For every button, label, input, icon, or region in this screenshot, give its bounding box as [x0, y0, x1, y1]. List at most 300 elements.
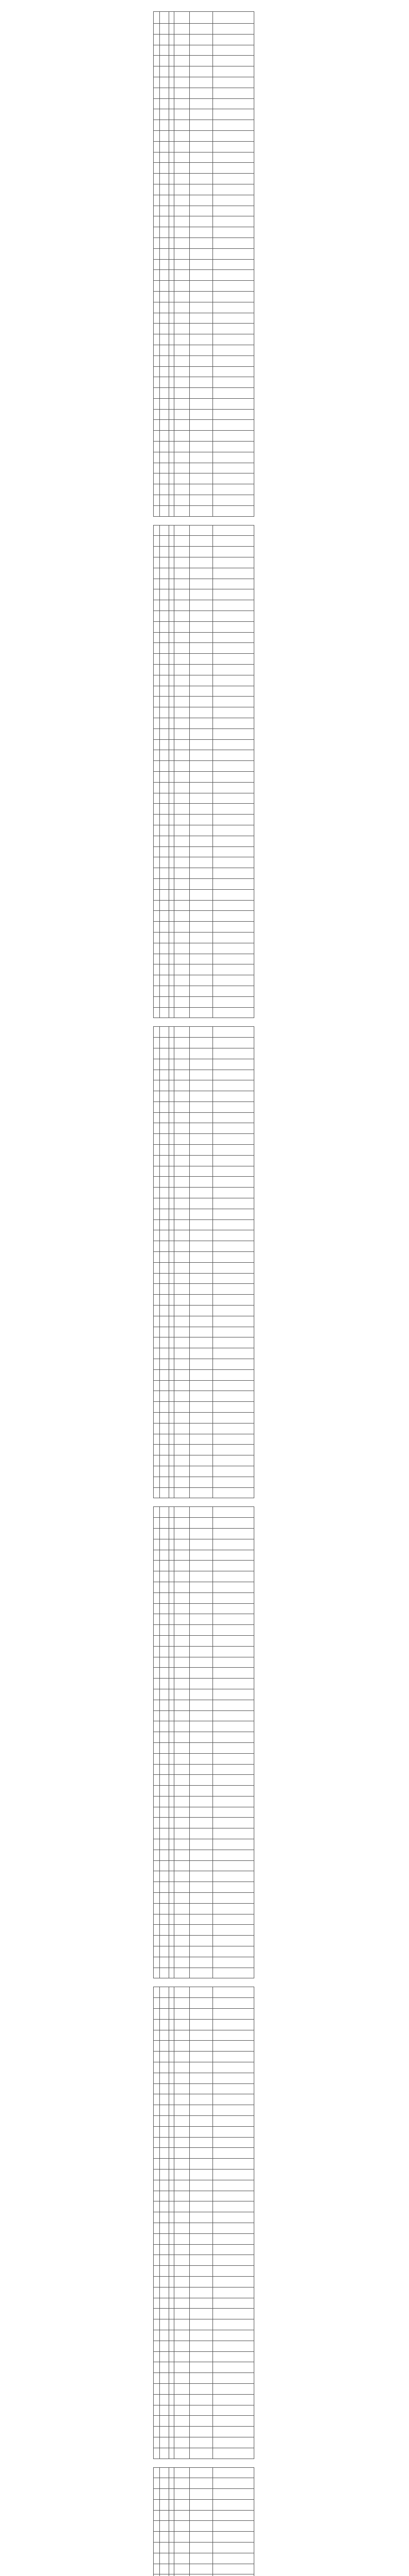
cell-idx	[154, 1721, 160, 1732]
cell-sex	[169, 1882, 174, 1893]
cell-name	[160, 1402, 169, 1413]
cell-source	[190, 1689, 213, 1700]
cell-major	[174, 1775, 190, 1786]
cell-sex	[169, 1273, 174, 1284]
table-row	[154, 324, 254, 334]
cell-major	[174, 943, 190, 954]
cell-unit	[213, 66, 254, 77]
table-row	[154, 600, 254, 611]
cell-unit	[213, 686, 254, 697]
cell-source	[190, 675, 213, 686]
cell-idx	[154, 1434, 160, 1445]
cell-unit	[213, 1603, 254, 1614]
table-row	[154, 2383, 254, 2394]
cell-unit	[213, 1592, 254, 1603]
table-row	[154, 1284, 254, 1295]
cell-source	[190, 815, 213, 825]
table-row	[154, 2394, 254, 2405]
cell-name	[160, 954, 169, 964]
table-row	[154, 1957, 254, 1968]
table-row	[154, 611, 254, 622]
table-row	[154, 313, 254, 324]
cell-source	[190, 996, 213, 1007]
cell-name	[160, 2309, 169, 2319]
cell-name	[160, 975, 169, 986]
cell-name	[160, 1700, 169, 1710]
cell-unit	[213, 1273, 254, 1284]
cell-idx	[154, 2373, 160, 2384]
cell-sex	[169, 1080, 174, 1091]
cell-major	[174, 621, 190, 632]
table-row	[154, 45, 254, 56]
cell-major	[174, 2159, 190, 2170]
cell-idx	[154, 2405, 160, 2416]
cell-name	[160, 1070, 169, 1080]
cell-sex	[169, 815, 174, 825]
cell-sex	[169, 1818, 174, 1828]
cell-name	[160, 1134, 169, 1145]
cell-source	[190, 2499, 213, 2510]
cell-idx	[154, 1925, 160, 1936]
cell-source	[190, 2148, 213, 2159]
cell-idx	[154, 825, 160, 836]
cell-idx	[154, 1059, 160, 1070]
cell-idx	[154, 1348, 160, 1359]
cell-unit	[213, 2105, 254, 2116]
cell-name	[160, 152, 169, 163]
table-row	[154, 34, 254, 45]
table-row	[154, 1914, 254, 1925]
cell-unit	[213, 750, 254, 761]
cell-name	[160, 2169, 169, 2180]
cell-source	[190, 1219, 213, 1230]
table-row	[154, 1295, 254, 1306]
table-row	[154, 2019, 254, 2030]
cell-name	[160, 2212, 169, 2223]
cell-source	[190, 1007, 213, 1018]
table-row	[154, 2159, 254, 2170]
cell-sex	[169, 1177, 174, 1188]
cell-major	[174, 66, 190, 77]
cell-name	[160, 1561, 169, 1571]
cell-name	[160, 1155, 169, 1166]
cell-source	[190, 1434, 213, 1445]
cell-unit	[213, 1732, 254, 1743]
cell-unit	[213, 932, 254, 943]
table-row	[154, 1539, 254, 1550]
cell-unit	[213, 1710, 254, 1721]
cell-unit	[213, 1882, 254, 1893]
cell-idx	[154, 2019, 160, 2030]
cell-unit	[213, 1679, 254, 1689]
cell-name	[160, 1775, 169, 1786]
cell-name	[160, 1998, 169, 2009]
cell-source	[190, 302, 213, 313]
cell-sex	[169, 45, 174, 56]
cell-sex	[169, 2309, 174, 2319]
cell-unit	[213, 1177, 254, 1188]
cell-major	[174, 1209, 190, 1219]
cell-sex	[169, 1582, 174, 1592]
cell-sex	[169, 227, 174, 238]
table-row	[154, 2564, 254, 2574]
table-row	[154, 2521, 254, 2532]
cell-idx	[154, 184, 160, 195]
cell-idx	[154, 2564, 160, 2574]
cell-idx	[154, 152, 160, 163]
cell-name	[160, 2094, 169, 2105]
cell-unit	[213, 1188, 254, 1198]
table-row	[154, 2030, 254, 2041]
cell-name	[160, 1230, 169, 1241]
cell-sex	[169, 1871, 174, 1882]
cell-idx	[154, 1646, 160, 1657]
document-title	[153, 3, 255, 10]
cell-idx	[154, 2126, 160, 2137]
table-row	[154, 2510, 254, 2521]
cell-unit	[213, 2467, 254, 2478]
cell-sex	[169, 986, 174, 996]
cell-major	[174, 1700, 190, 1710]
cell-idx	[154, 943, 160, 954]
cell-unit	[213, 2394, 254, 2405]
table-row	[154, 442, 254, 452]
cell-source	[190, 2094, 213, 2105]
cell-major	[174, 1914, 190, 1925]
cell-major	[174, 377, 190, 388]
cell-sex	[169, 238, 174, 248]
cell-name	[160, 1027, 169, 1038]
cell-sex	[169, 1946, 174, 1957]
cell-major	[174, 270, 190, 281]
cell-name	[160, 1732, 169, 1743]
cell-major	[174, 2362, 190, 2373]
cell-source	[190, 431, 213, 442]
cell-name	[160, 654, 169, 665]
table-row	[154, 109, 254, 120]
table-row	[154, 1893, 254, 1904]
cell-unit	[213, 2201, 254, 2212]
cell-idx	[154, 761, 160, 772]
table-row	[154, 1252, 254, 1263]
table-row	[154, 771, 254, 782]
table-row	[154, 943, 254, 954]
cell-unit	[213, 2341, 254, 2351]
cell-major	[174, 2212, 190, 2223]
cell-major	[174, 1946, 190, 1957]
cell-source	[190, 1679, 213, 1689]
table-row	[154, 2223, 254, 2233]
cell-unit	[213, 1689, 254, 1700]
cell-sex	[169, 473, 174, 484]
cell-major	[174, 2276, 190, 2287]
cell-source	[190, 1327, 213, 1337]
cell-idx	[154, 281, 160, 292]
cell-source	[190, 857, 213, 868]
cell-major	[174, 1614, 190, 1625]
cell-major	[174, 1413, 190, 1423]
cell-major	[174, 345, 190, 355]
cell-unit	[213, 675, 254, 686]
cell-major	[174, 2094, 190, 2105]
cell-name	[160, 334, 169, 345]
cell-major	[174, 2105, 190, 2116]
cell-sex	[169, 2137, 174, 2148]
cell-source	[190, 782, 213, 793]
cell-unit	[213, 1753, 254, 1764]
cell-name	[160, 632, 169, 643]
cell-major	[174, 34, 190, 45]
cell-major	[174, 2489, 190, 2500]
cell-sex	[169, 324, 174, 334]
cell-source	[190, 313, 213, 324]
table-row	[154, 536, 254, 547]
cell-unit	[213, 1166, 254, 1177]
cell-source	[190, 2351, 213, 2362]
cell-sex	[169, 2116, 174, 2127]
cell-name	[160, 1391, 169, 1402]
cell-name	[160, 1987, 169, 1998]
cell-major	[174, 2298, 190, 2309]
cell-sex	[169, 1592, 174, 1603]
cell-major	[174, 484, 190, 495]
table-row	[154, 1337, 254, 1348]
cell-sex	[169, 1252, 174, 1263]
cell-sex	[169, 130, 174, 141]
table-row	[154, 1998, 254, 2009]
cell-name	[160, 675, 169, 686]
cell-source	[190, 2373, 213, 2384]
cell-unit	[213, 141, 254, 152]
cell-sex	[169, 1742, 174, 1753]
cell-major	[174, 2041, 190, 2052]
cell-idx	[154, 932, 160, 943]
cell-source	[190, 1882, 213, 1893]
table-row	[154, 1316, 254, 1327]
cell-sex	[169, 281, 174, 292]
cell-idx	[154, 1145, 160, 1156]
cell-sex	[169, 2341, 174, 2351]
cell-idx	[154, 377, 160, 388]
cell-sex	[169, 1262, 174, 1273]
cell-name	[160, 621, 169, 632]
cell-sex	[169, 1550, 174, 1561]
cell-unit	[213, 1038, 254, 1048]
cell-unit	[213, 2309, 254, 2319]
table-row	[154, 1359, 254, 1370]
cell-source	[190, 1380, 213, 1391]
cell-unit	[213, 1998, 254, 2009]
cell-source	[190, 1903, 213, 1914]
cell-sex	[169, 355, 174, 366]
cell-major	[174, 911, 190, 922]
cell-major	[174, 1134, 190, 1145]
cell-major	[174, 1936, 190, 1946]
cell-unit	[213, 1850, 254, 1860]
cell-sex	[169, 2543, 174, 2553]
cell-idx	[154, 2489, 160, 2500]
cell-source	[190, 1807, 213, 1818]
cell-sex	[169, 2351, 174, 2362]
cell-sex	[169, 621, 174, 632]
cell-unit	[213, 1561, 254, 1571]
cell-sex	[169, 34, 174, 45]
cell-unit	[213, 1337, 254, 1348]
cell-major	[174, 431, 190, 442]
cell-name	[160, 2298, 169, 2309]
table-row	[154, 1445, 254, 1455]
cell-source	[190, 1177, 213, 1188]
cell-name	[160, 1007, 169, 1018]
cell-sex	[169, 1903, 174, 1914]
cell-unit	[213, 1155, 254, 1166]
cell-unit	[213, 2009, 254, 2020]
cell-sex	[169, 900, 174, 911]
cell-unit	[213, 2126, 254, 2137]
cell-major	[174, 1828, 190, 1839]
cell-sex	[169, 728, 174, 739]
cell-sex	[169, 2266, 174, 2277]
cell-source	[190, 355, 213, 366]
cell-major	[174, 1455, 190, 1466]
cell-source	[190, 1166, 213, 1177]
cell-name	[160, 707, 169, 718]
cell-major	[174, 130, 190, 141]
cell-idx	[154, 420, 160, 431]
cell-major	[174, 782, 190, 793]
cell-major	[174, 120, 190, 131]
cell-sex	[169, 632, 174, 643]
cell-sex	[169, 270, 174, 281]
cell-idx	[154, 2244, 160, 2255]
cell-unit	[213, 2553, 254, 2564]
cell-name	[160, 1101, 169, 1112]
cell-unit	[213, 1230, 254, 1241]
cell-major	[174, 815, 190, 825]
table-row	[154, 2351, 254, 2362]
cell-unit	[213, 238, 254, 248]
cell-idx	[154, 1987, 160, 1998]
cell-name	[160, 141, 169, 152]
cell-sex	[169, 2148, 174, 2159]
cell-sex	[169, 1968, 174, 1978]
cell-sex	[169, 1402, 174, 1413]
cell-major	[174, 525, 190, 536]
cell-sex	[169, 2019, 174, 2030]
cell-major	[174, 77, 190, 88]
cell-major	[174, 547, 190, 557]
table-row	[154, 452, 254, 463]
cell-major	[174, 868, 190, 879]
cell-idx	[154, 589, 160, 600]
cell-sex	[169, 1007, 174, 1018]
cell-major	[174, 825, 190, 836]
cell-unit	[213, 1402, 254, 1413]
cell-source	[190, 420, 213, 431]
cell-sex	[169, 409, 174, 420]
cell-name	[160, 943, 169, 954]
cell-name	[160, 1477, 169, 1487]
cell-major	[174, 1316, 190, 1327]
cell-source	[190, 1561, 213, 1571]
cell-sex	[169, 600, 174, 611]
cell-sex	[169, 1455, 174, 1466]
cell-name	[160, 2201, 169, 2212]
table-row	[154, 804, 254, 815]
cell-unit	[213, 2330, 254, 2341]
table-row	[154, 1786, 254, 1797]
table-row	[154, 1721, 254, 1732]
cell-source	[190, 964, 213, 975]
cell-source	[190, 686, 213, 697]
cell-idx	[154, 547, 160, 557]
cell-idx	[154, 2073, 160, 2083]
cell-sex	[169, 1646, 174, 1657]
table-row	[154, 2094, 254, 2105]
table-row	[154, 1753, 254, 1764]
table-row	[154, 334, 254, 345]
cell-idx	[154, 366, 160, 377]
table-row	[154, 2266, 254, 2277]
table-row	[154, 216, 254, 227]
cell-sex	[169, 2394, 174, 2405]
cell-source	[190, 1828, 213, 1839]
cell-major	[174, 109, 190, 120]
cell-major	[174, 1987, 190, 1998]
cell-sex	[169, 24, 174, 35]
table-header-row	[154, 12, 254, 24]
cell-unit	[213, 1112, 254, 1123]
table-row	[154, 815, 254, 825]
cell-source	[190, 1936, 213, 1946]
cell-unit	[213, 804, 254, 815]
cell-major	[174, 1380, 190, 1391]
cell-source	[190, 1925, 213, 1936]
cell-name	[160, 1434, 169, 1445]
cell-major	[174, 857, 190, 868]
cell-source	[190, 1241, 213, 1252]
table-row	[154, 130, 254, 141]
cell-source	[190, 163, 213, 174]
cell-major	[174, 1423, 190, 1434]
cell-major	[174, 2521, 190, 2532]
table-row	[154, 568, 254, 579]
cell-idx	[154, 718, 160, 729]
cell-source	[190, 2405, 213, 2416]
cell-name	[160, 1348, 169, 1359]
cell-name	[160, 2073, 169, 2083]
cell-sex	[169, 1487, 174, 1498]
cell-sex	[169, 431, 174, 442]
cell-sex	[169, 1038, 174, 1048]
cell-unit	[213, 270, 254, 281]
cell-name	[160, 130, 169, 141]
cell-sex	[169, 1155, 174, 1166]
cell-unit	[213, 996, 254, 1007]
cell-idx	[154, 259, 160, 270]
cell-name	[160, 1327, 169, 1337]
cell-name	[160, 291, 169, 302]
cell-source	[190, 206, 213, 216]
cell-sex	[169, 2083, 174, 2094]
cell-idx	[154, 1380, 160, 1391]
cell-idx	[154, 1998, 160, 2009]
cell-name	[160, 557, 169, 568]
cell-name	[160, 1455, 169, 1466]
cell-name	[160, 1091, 169, 1102]
table-row	[154, 174, 254, 184]
cell-source	[190, 1070, 213, 1080]
